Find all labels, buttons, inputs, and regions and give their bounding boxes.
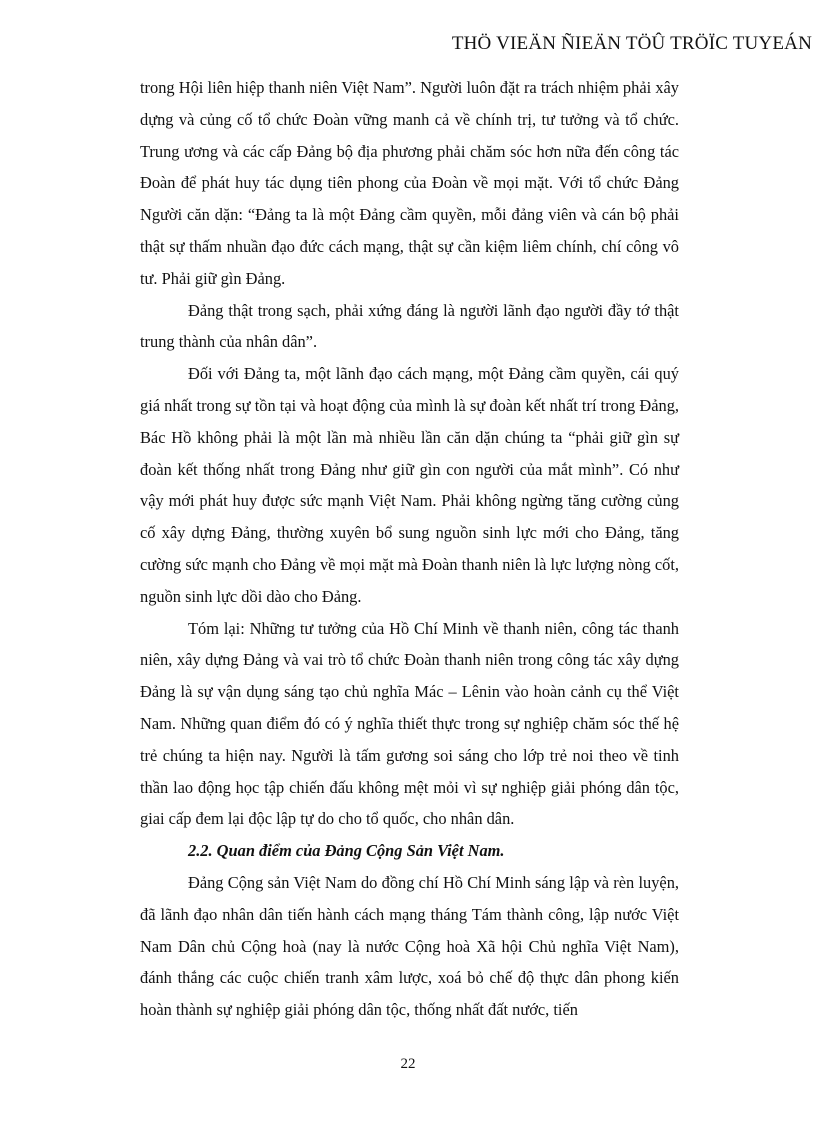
paragraph: Đảng thật trong sạch, phải xứng đáng là người lãnh đạo người đầy tớ thật trung thành của nhân dân”.	[140, 300, 679, 352]
paragraph: Đảng Cộng sản Việt Nam do đồng chí Hồ Chí Minh sáng lập và rèn luyện, đã lãnh đạo nhân dân tiến hành cách mạng tháng Tám thành công, lập nước Việt Nam Dân chủ Cộng hoà (nay là nước Cộng hoà Xã hội Chủ nghĩa Việt Nam), đánh thắng các cuộc chiến tranh xâm lược, xoá bỏ chế độ thực dân phong kiến hoàn thành sự nghiệp giải phóng dân tộc, thống nhất đất nước, tiến	[140, 872, 679, 1020]
document-body	[140, 72, 679, 1026]
section-heading: 2.2. Quan điểm của Đảng Cộng Sản Việt Nam.	[188, 841, 505, 861]
paragraph: Đối với Đảng ta, một lãnh đạo cách mạng, một Đảng cầm quyền, cái quý giá nhất trong sự tồn tại và hoạt động của mình là sự đoàn kết nhất trí trong Đảng, Bác Hồ không phải là một lần mà nhiều lần căn dặn chúng ta “phải giữ gìn sự đoàn kết thống nhất trong Đảng như giữ gìn con người của mắt mình”. Có như vậy mới phát huy được sức mạnh Việt Nam. Phải không ngừng tăng cường củng cố xây dựng Đảng, thường xuyên bổ sung nguồn sinh lực mới cho Đảng, tăng cường sức mạnh cho Đảng về mọi mặt mà Đoàn thanh niên là lực lượng nòng cốt, nguồn sinh lực dồi dào cho Đảng.	[140, 364, 679, 606]
paragraph-continuation: trong Hội liên hiệp thanh niên Việt Nam”. Người luôn đặt ra trách nhiệm phải xây dựng và củng cố tổ chức Đoàn vững manh cả về chính trị, tư tưởng và tổ chức. Trung ương và các cấp Đảng bộ địa phương phải chăm sóc hơn nữa đến công tác Đoàn để phát huy tác dụng tiên phong của Đoàn về mọi mặt. Với tổ chức Đảng Người căn dặn: “Đảng ta là một Đảng cầm quyền, mỗi đảng viên và cán bộ phải thật sự thấm nhuần đạo đức cách mạng, thật sự cần kiệm liêm chính, chí công vô tư. Phải giữ gìn Đảng.	[140, 78, 679, 288]
paragraph-summary: Tóm lại: Những tư tưởng của Hồ Chí Minh về thanh niên, công tác thanh niên, xây dựng Đảng và vai trò tổ chức Đoàn thanh niên trong công tác xây dựng Đảng là sự vận dụng sáng tạo chủ nghĩa Mác – Lênin vào hoàn cảnh cụ thể Việt Nam. Những quan điểm đó có ý nghĩa thiết thực trong sự nghiệp chăm sóc thế hệ trẻ chúng ta hiện nay. Người là tấm gương soi sáng cho lớp trẻ noi theo về tinh thần lao động học tập chiến đấu không mệt mỏi vì sự nghiệp giải phóng dân tộc, giai cấp đem lại độc lập tự do cho tổ quốc, cho nhân dân.	[140, 618, 679, 829]
page-header-title: THÖ VIEÄN ÑIEÄN TÖÛ TRÖÏC TUYEÁN	[451, 33, 812, 54]
page-number: 22	[400, 1056, 416, 1072]
